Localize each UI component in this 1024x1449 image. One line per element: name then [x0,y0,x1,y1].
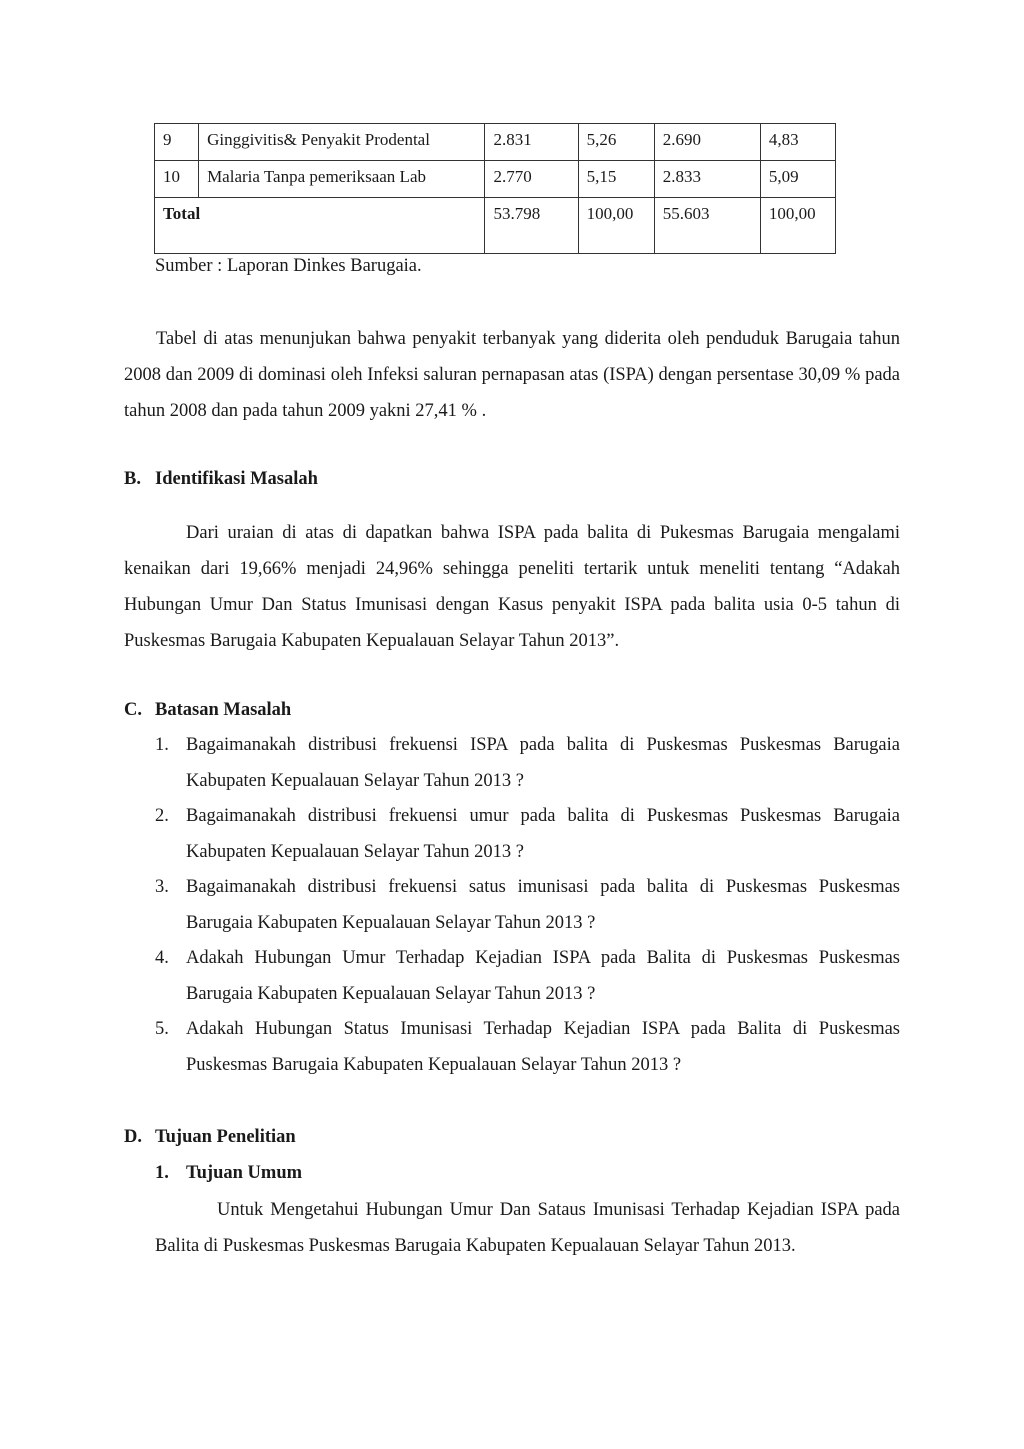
table-row [155,124,836,161]
intro-paragraph: Tabel di atas menunjukan bahwa penyakit terbanyak yang diderita oleh penduduk Barugaia tahun 2008 dan 2009 di dominasi oleh Infeksi saluran pernapasan atas (ISPA) dengan persentase 30,09 % pada tahun 2008 dan pada tahun 2009 yakni 27,41 % . [124,329,900,421]
section-d-title: Tujuan Penelitian [155,1127,296,1147]
cell-percent-2009: 4,83 [760,124,835,161]
list-item-text: Bagaimanakah distribusi frekuensi satus imunisasi pada balita di Puskesmas Puskesmas Barugaia Kabupaten Kepualauan Selayar Tahun 2013 ? [186,877,900,933]
cell-percent-2008: 5,15 [578,161,654,198]
cell-value-2008: 2.831 [485,124,578,161]
section-d-sub1-title: Tujuan Umum [186,1163,303,1183]
cell-penyakit: Ginggivitis& Penyakit Prodental [199,124,485,161]
cell-value-2009: 2.690 [654,124,760,161]
table-source: Sumber : Laporan Dinkes Barugaia. [155,256,422,276]
list-item [155,1012,900,1083]
list-item-number: 4. [155,948,169,968]
cell-no: 9 [155,124,199,161]
cell-total-percent-2009: 100,00 [760,198,835,254]
cell-total-value-2008: 53.798 [485,198,578,254]
cell-total-percent-2008: 100,00 [578,198,654,254]
section-b-title: Identifikasi Masalah [155,469,318,489]
list-item [155,870,900,941]
cell-percent-2009: 5,09 [760,161,835,198]
section-c-list [155,728,900,1083]
section-b-paragraph: Dari uraian di atas di dapatkan bahwa ISPA pada balita di Pukesmas Barugaia mengalami kenaikan dari 19,66% menjadi 24,96% sehingga peneliti tertarik untuk meneliti tentang “Adakah Hubungan Umur Dan Status Imunisasi dengan Kasus penyakit ISPA pada balita usia 0-5 tahun di Puskesmas Barugaia Kabupaten Kepualauan Selayar Tahun 2013”. [124,523,900,651]
section-b-letter: B. [124,469,141,489]
cell-total-label: Total [155,198,485,254]
list-item [155,728,900,799]
section-b-heading [124,469,318,490]
section-c-heading [124,700,291,721]
cell-penyakit: Malaria Tanpa pemeriksaan Lab [199,161,485,198]
list-item-number: 1. [155,735,169,755]
list-item-text: Adakah Hubungan Umur Terhadap Kejadian ISPA pada Balita di Puskesmas Puskesmas Barugaia Kabupaten Kepualauan Selayar Tahun 2013 ? [186,948,900,1004]
list-item-text: Bagaimanakah distribusi frekuensi umur pada balita di Puskesmas Puskesmas Barugaia Kabupaten Kepualauan Selayar Tahun 2013 ? [186,806,900,862]
section-d-sub1-paragraph: Untuk Mengetahui Hubungan Umur Dan Sataus Imunisasi Terhadap Kejadian ISPA pada Balita di Puskesmas Puskesmas Barugaia Kabupaten Kepualauan Selayar Tahun 2013. [155,1200,900,1256]
section-d-heading [124,1127,296,1148]
cell-no: 10 [155,161,199,198]
list-item-text: Bagaimanakah distribusi frekuensi ISPA pada balita di Puskesmas Puskesmas Barugaia Kabupaten Kepualauan Selayar Tahun 2013 ? [186,735,900,791]
section-c-letter: C. [124,700,142,720]
list-item [155,799,900,870]
section-d-letter: D. [124,1127,142,1147]
section-d-sub1-heading [155,1163,302,1184]
list-item-number: 5. [155,1019,169,1039]
list-item-number: 3. [155,877,169,897]
cell-percent-2008: 5,26 [578,124,654,161]
table-total-row [155,198,836,254]
disease-table [154,123,836,254]
list-item-text: Adakah Hubungan Status Imunisasi Terhadap Kejadian ISPA pada Balita di Puskesmas Puskesmas Barugaia Kabupaten Kepualauan Selayar Tahun 2013 ? [186,1019,900,1075]
list-item-number: 2. [155,806,169,826]
cell-value-2009: 2.833 [654,161,760,198]
cell-total-value-2009: 55.603 [654,198,760,254]
table-row [155,161,836,198]
list-item [155,941,900,1012]
cell-value-2008: 2.770 [485,161,578,198]
section-c-title: Batasan Masalah [155,700,292,720]
section-d-sub1-number: 1. [155,1163,169,1183]
